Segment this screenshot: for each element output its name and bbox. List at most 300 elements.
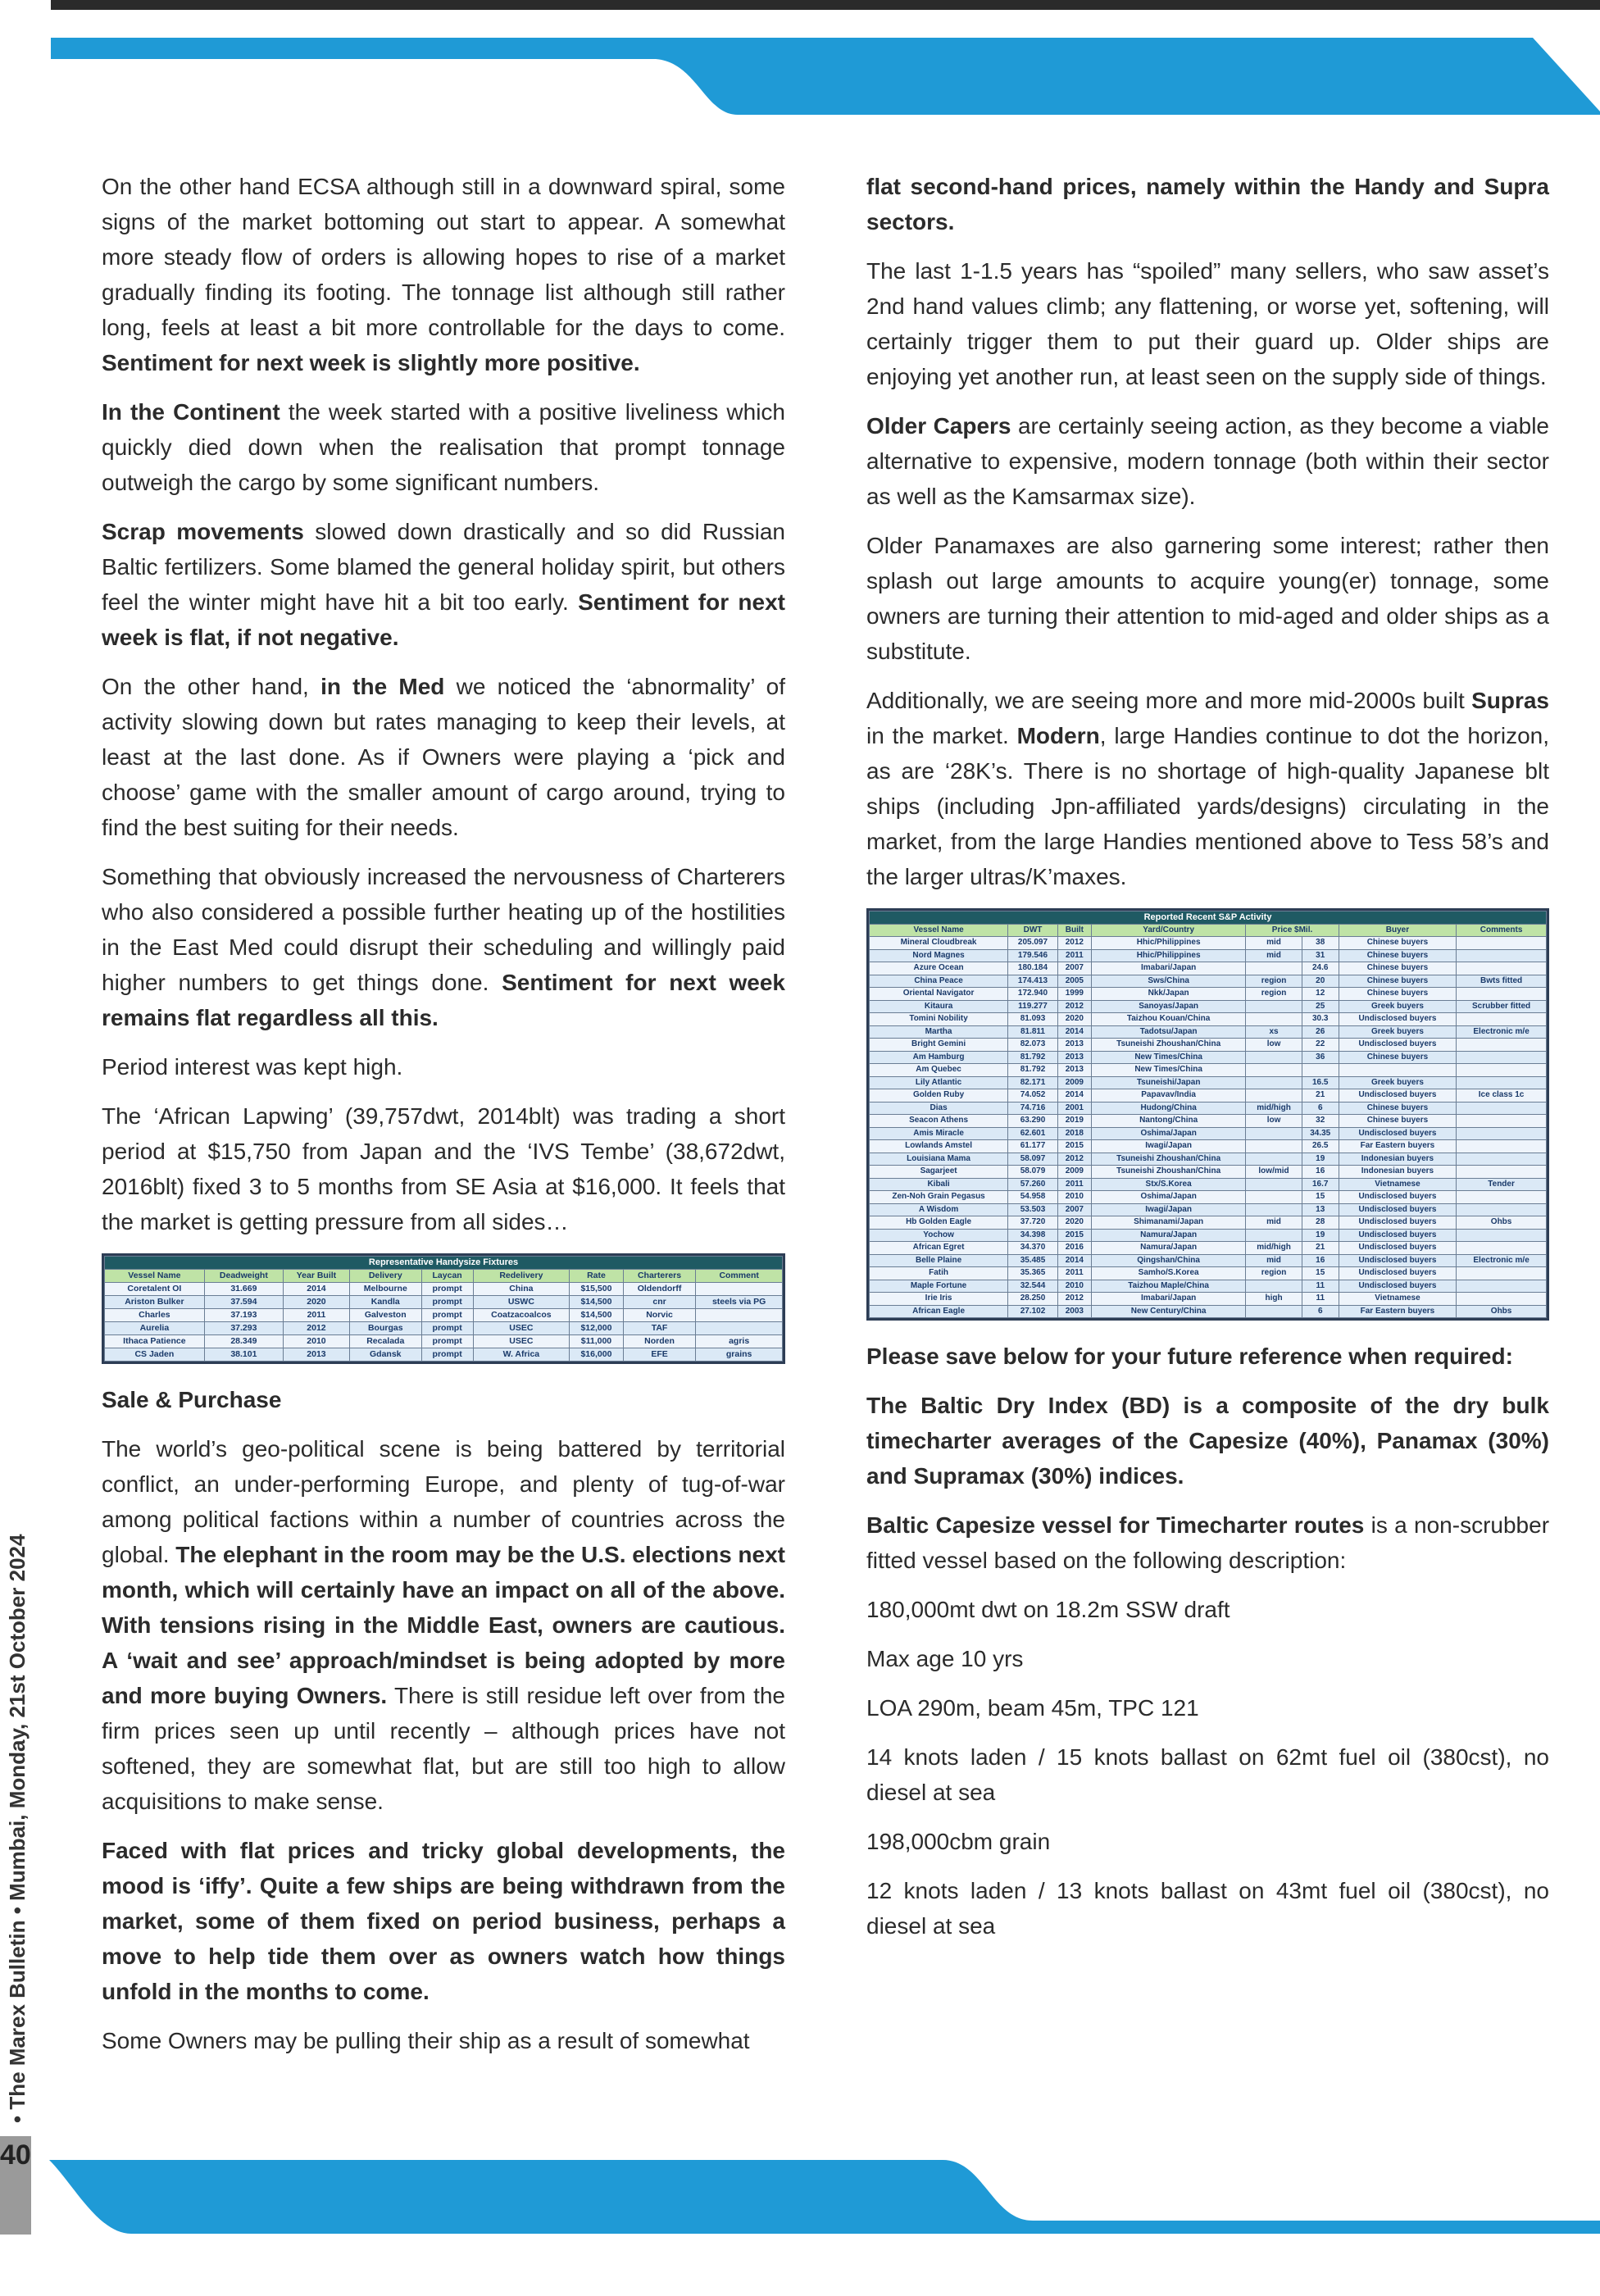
table-cell (1246, 1280, 1302, 1293)
table-cell: 16.5 (1302, 1076, 1339, 1089)
table-cell: prompt (421, 1335, 473, 1348)
table-cell: 1999 (1057, 988, 1091, 1001)
table-cell: 2007 (1057, 1203, 1091, 1216)
table-cell: prompt (421, 1322, 473, 1335)
table-cell: 28.250 (1008, 1293, 1058, 1306)
table-cell: Undisclosed buyers (1339, 1242, 1456, 1255)
table-cell: Chinese buyers (1339, 949, 1456, 962)
table-cell: Bright Gemini (870, 1039, 1008, 1052)
table-cell: 74.052 (1008, 1089, 1058, 1103)
table-cell (1246, 1000, 1302, 1013)
table-cell: Ithaca Patience (105, 1335, 205, 1348)
table-cell: 119.277 (1008, 1000, 1058, 1013)
spec-line: 12 knots laden / 13 knots ballast on 43mt fuel oil (380cst), no diesel at sea (866, 1878, 1549, 1939)
table-cell: 81.792 (1008, 1064, 1058, 1077)
table-cell (1457, 1229, 1547, 1242)
table-cell: 81.811 (1008, 1025, 1058, 1039)
table-cell: Chinese buyers (1339, 962, 1456, 975)
table-cell: Stx/S.Korea (1091, 1178, 1245, 1191)
table-cell (1302, 1064, 1339, 1077)
table-cell (1457, 1280, 1547, 1293)
table-cell: 61.177 (1008, 1140, 1058, 1153)
table-cell: Coretalent OI (105, 1283, 205, 1296)
table-cell: low/mid (1246, 1166, 1302, 1179)
table-cell: Vietnamese (1339, 1178, 1456, 1191)
table-cell: 31.669 (204, 1283, 283, 1296)
table-cell: 2001 (1057, 1102, 1091, 1115)
table-cell (1246, 1051, 1302, 1064)
paragraph-ecsa: On the other hand ECSA although still in a downward spiral, some signs of the market bottoming out start to appear. A somewhat more steady flow of orders is allowing hopes to rise of a market gradually finding its footing. The tonnage list although still rather long, feels at least a bit more controllable for the days to come. Sentiment for next week is slightly more positive. (102, 174, 785, 375)
table-cell: 2020 (284, 1296, 350, 1309)
table-cell: 38 (1302, 937, 1339, 950)
table-row (870, 1039, 1547, 1052)
table-cell: 2016 (1057, 1242, 1091, 1255)
paragraph-save-reference: Please save below for your future reference when required: (866, 1344, 1513, 1369)
table-row (105, 1348, 783, 1362)
table-row (870, 1203, 1547, 1216)
table-cell: Belle Plaine (870, 1254, 1008, 1267)
table-cell (1246, 1203, 1302, 1216)
table-cell: xs (1246, 1025, 1302, 1039)
table-cell: Bwts fitted (1457, 975, 1547, 988)
table-cell: 19 (1302, 1229, 1339, 1242)
table-cell (696, 1309, 783, 1322)
table-cell: Melbourne (349, 1283, 421, 1296)
table-cell: Hhic/Philippines (1091, 937, 1245, 950)
table-cell: 2010 (284, 1335, 350, 1348)
paragraph-continent: In the Continent the week started with a positive liveliness which quickly died down when the realisation that prompt tonnage outweigh the cargo by some significant numbers. (102, 399, 785, 495)
table-cell (1246, 1153, 1302, 1166)
table-cell (1246, 1140, 1302, 1153)
table-cell: Nantong/China (1091, 1115, 1245, 1128)
table-cell: 22 (1302, 1039, 1339, 1052)
table-cell: Undisclosed buyers (1339, 1089, 1456, 1103)
section-heading-sale-purchase: Sale & Purchase (102, 1387, 282, 1412)
table-cell: Chinese buyers (1339, 1115, 1456, 1128)
column-header: Comment (696, 1270, 783, 1283)
table-cell: 2011 (1057, 1178, 1091, 1191)
table-cell: 16 (1302, 1254, 1339, 1267)
table-cell: $12,000 (570, 1322, 624, 1335)
table-cell: Sagarjeet (870, 1166, 1008, 1179)
table-cell: Lowlands Amstel (870, 1140, 1008, 1153)
table-row (870, 1051, 1547, 1064)
table-cell: Tsuneishi Zhoushan/China (1091, 1166, 1245, 1179)
table-cell: TAF (623, 1322, 696, 1335)
table-cell: high (1246, 1293, 1302, 1306)
sp-table-wrap (866, 908, 1549, 1321)
table-cell (1457, 1140, 1547, 1153)
spec-line: 14 knots laden / 15 knots ballast on 62mt fuel oil (380cst), no diesel at sea (866, 1744, 1549, 1805)
table-cell: 37.720 (1008, 1216, 1058, 1230)
table-cell: 20 (1302, 975, 1339, 988)
table-cell (1457, 1102, 1547, 1115)
table-cell: 2014 (284, 1283, 350, 1296)
table-cell: mid (1246, 1216, 1302, 1230)
table-cell (1246, 1229, 1302, 1242)
handysize-fixtures-table (104, 1256, 783, 1362)
table-cell: Azure Ocean (870, 962, 1008, 975)
table-cell: Coatzacoalcos (473, 1309, 570, 1322)
table-cell (696, 1322, 783, 1335)
bulletin-side-caption: • The Marex Bulletin • Mumbai, Monday, 21st October 2024 (5, 1534, 30, 2123)
table-cell: 2019 (1057, 1115, 1091, 1128)
table-cell: Undisclosed buyers (1339, 1191, 1456, 1204)
table-cell: mid (1246, 937, 1302, 950)
table-cell: low (1246, 1115, 1302, 1128)
table-cell: 2012 (1057, 1000, 1091, 1013)
table-cell: Far Eastern buyers (1339, 1140, 1456, 1153)
table-cell: Tsuneishi Zhoushan/China (1091, 1039, 1245, 1052)
table-cell (1457, 988, 1547, 1001)
table-row (870, 949, 1547, 962)
table-cell: W. Africa (473, 1348, 570, 1362)
table-cell: 11 (1302, 1280, 1339, 1293)
table-cell: Charles (105, 1309, 205, 1322)
table-cell: $14,500 (570, 1296, 624, 1309)
table-cell: Undisclosed buyers (1339, 1229, 1456, 1242)
table-cell: region (1246, 1267, 1302, 1280)
right-column (866, 169, 1549, 1957)
table-cell: 82.171 (1008, 1076, 1058, 1089)
handysize-table-wrap (102, 1253, 785, 1364)
table-cell (1246, 1013, 1302, 1026)
table-cell (1457, 1127, 1547, 1140)
paragraph-capesize-description: Baltic Capesize vessel for Timecharter routes is a non-scrubber fitted vessel based on the following description: (866, 1512, 1550, 1573)
table-caption: Representative Handysize Fixtures (105, 1257, 783, 1270)
table-cell: 2011 (1057, 1267, 1091, 1280)
paragraph-scrap: Scrap movements slowed down drastically and so did Russian Baltic fertilizers. Some blamed the general holiday spirit, but others feel the winter might have hit a bit too early. Sentiment for next week is flat, if not negative. (102, 519, 785, 650)
table-row (870, 1166, 1547, 1179)
table-row (870, 937, 1547, 950)
table-cell: 24.6 (1302, 962, 1339, 975)
table-cell (1246, 1127, 1302, 1140)
table-cell (1246, 962, 1302, 975)
table-cell: 2015 (1057, 1229, 1091, 1242)
table-cell: Sanoyas/Japan (1091, 1000, 1245, 1013)
table-cell: Samho/S.Korea (1091, 1267, 1245, 1280)
paragraph-period: Period interest was kept high. (102, 1054, 403, 1080)
table-cell: Imabari/Japan (1091, 962, 1245, 975)
table-cell: mid (1246, 1254, 1302, 1267)
column-header: Deadweight (204, 1270, 283, 1283)
table-caption: Reported Recent S&P Activity (870, 912, 1547, 925)
table-row (870, 1280, 1547, 1293)
table-cell: Gdansk (349, 1348, 421, 1362)
table-cell: Greek buyers (1339, 1025, 1456, 1039)
table-cell: 2014 (1057, 1089, 1091, 1103)
table-cell: Hudong/China (1091, 1102, 1245, 1115)
table-cell: 2018 (1057, 1127, 1091, 1140)
table-cell: 174.413 (1008, 975, 1058, 988)
page-number: 40 (0, 2139, 31, 2171)
column-header: Vessel Name (870, 924, 1008, 937)
table-cell: Bourgas (349, 1322, 421, 1335)
table-cell: Louisiana Mama (870, 1153, 1008, 1166)
spec-line: 180,000mt dwt on 18.2m SSW draft (866, 1597, 1230, 1622)
column-header: Year Built (284, 1270, 350, 1283)
table-cell: Imabari/Japan (1091, 1293, 1245, 1306)
table-cell (1457, 1293, 1547, 1306)
table-row (105, 1309, 783, 1322)
table-cell: Oldendorff (623, 1283, 696, 1296)
table-cell (1246, 1076, 1302, 1089)
table-cell: Taizhou Maple/China (1091, 1280, 1245, 1293)
spec-line: 198,000cbm grain (866, 1829, 1051, 1854)
column-header: Comments (1457, 924, 1547, 937)
table-cell: Seacon Athens (870, 1115, 1008, 1128)
table-cell: Kitaura (870, 1000, 1008, 1013)
table-row (105, 1283, 783, 1296)
table-cell: African Egret (870, 1242, 1008, 1255)
table-row (870, 962, 1547, 975)
table-cell: agris (696, 1335, 783, 1348)
table-cell: China Peace (870, 975, 1008, 988)
table-row (870, 1153, 1547, 1166)
table-cell: Yochow (870, 1229, 1008, 1242)
table-cell: Oshima/Japan (1091, 1191, 1245, 1204)
table-cell: 16 (1302, 1166, 1339, 1179)
table-cell: 13 (1302, 1203, 1339, 1216)
table-cell: 57.260 (1008, 1178, 1058, 1191)
table-cell (1457, 937, 1547, 950)
table-row (870, 1013, 1547, 1026)
table-row (870, 1076, 1547, 1089)
table-cell: 2013 (1057, 1039, 1091, 1052)
paragraph-bdi: The Baltic Dry Index (BD) is a composite of the dry bulk timecharter averages of the Capesize (40%), Panamax (30%) and Supramax (30%) indices. (866, 1393, 1549, 1489)
table-cell: 34.35 (1302, 1127, 1339, 1140)
table-cell: Chinese buyers (1339, 937, 1456, 950)
table-cell: 2011 (1057, 949, 1091, 962)
table-cell: Electronic m/e (1457, 1254, 1547, 1267)
table-cell: Undisclosed buyers (1339, 1280, 1456, 1293)
table-cell: steels via PG (696, 1296, 783, 1309)
table-row (870, 1102, 1547, 1115)
table-row (870, 1064, 1547, 1077)
table-cell: 19 (1302, 1153, 1339, 1166)
table-cell: 2015 (1057, 1140, 1091, 1153)
table-cell: 81.792 (1008, 1051, 1058, 1064)
table-row (870, 988, 1547, 1001)
table-cell: Electronic m/e (1457, 1025, 1547, 1039)
table-row (870, 1025, 1547, 1039)
table-cell (1457, 1013, 1547, 1026)
column-header: Rate (570, 1270, 624, 1283)
table-cell: prompt (421, 1296, 473, 1309)
table-cell: 54.958 (1008, 1191, 1058, 1204)
paragraph-older-panamaxes: Older Panamaxes are also garnering some interest; rather then splash out large amounts to acquire young(er) tonnage, some owners are turning their attention to mid-aged and older ships as a substitute. (866, 533, 1549, 664)
table-cell (1457, 962, 1547, 975)
table-cell: Iwagi/Japan (1091, 1140, 1245, 1153)
table-cell (1457, 1153, 1547, 1166)
table-cell: 2003 (1057, 1305, 1091, 1318)
top-wave-banner (0, 30, 1600, 120)
table-cell: USEC (473, 1335, 570, 1348)
table-cell: Chinese buyers (1339, 988, 1456, 1001)
table-cell: 2020 (1057, 1013, 1091, 1026)
table-cell: Undisclosed buyers (1339, 1216, 1456, 1230)
table-cell: 37.293 (204, 1322, 283, 1335)
table-cell: A Wisdom (870, 1203, 1008, 1216)
spec-line: LOA 290m, beam 45m, TPC 121 (866, 1695, 1199, 1721)
table-cell: 27.102 (1008, 1305, 1058, 1318)
table-cell (1457, 1076, 1547, 1089)
table-cell: Zen-Noh Grain Pegasus (870, 1191, 1008, 1204)
table-row (870, 1115, 1547, 1128)
table-cell: Undisclosed buyers (1339, 1127, 1456, 1140)
table-row (870, 1089, 1547, 1103)
table-cell (1457, 1242, 1547, 1255)
column-header: Buyer (1339, 924, 1456, 937)
table-cell: Namura/Japan (1091, 1242, 1245, 1255)
table-cell: 16.7 (1302, 1178, 1339, 1191)
column-header: Built (1057, 924, 1091, 937)
table-cell: Indonesian buyers (1339, 1166, 1456, 1179)
table-cell: prompt (421, 1348, 473, 1362)
table-row (105, 1335, 783, 1348)
table-cell: $15,500 (570, 1283, 624, 1296)
table-cell: 25 (1302, 1000, 1339, 1013)
table-cell: 63.290 (1008, 1115, 1058, 1128)
table-cell: Tender (1457, 1178, 1547, 1191)
table-cell: USEC (473, 1322, 570, 1335)
table-cell: Oriental Navigator (870, 988, 1008, 1001)
left-column (102, 169, 785, 2072)
paragraph-fixtures: The ‘African Lapwing’ (39,757dwt, 2014blt) was trading a short period at $15,750 from Japan and the ‘IVS Tembe’ (38,672dwt, 2016blt) fixed 3 to 5 months from SE Asia at $16,000. It feels that the market is getting pressure from all sides… (102, 1103, 785, 1234)
table-cell: 30.3 (1302, 1013, 1339, 1026)
table-cell (1457, 1203, 1547, 1216)
table-cell (1457, 1267, 1547, 1280)
table-cell: 2009 (1057, 1076, 1091, 1089)
spec-line: Max age 10 yrs (866, 1646, 1024, 1671)
table-cell: 12 (1302, 988, 1339, 1001)
table-cell: 38.101 (204, 1348, 283, 1362)
table-cell: Maple Fortune (870, 1280, 1008, 1293)
table-cell: 81.093 (1008, 1013, 1058, 1026)
table-cell: Lily Atlantic (870, 1076, 1008, 1089)
table-row (870, 1127, 1547, 1140)
table-row (870, 1267, 1547, 1280)
table-row (870, 1229, 1547, 1242)
table-cell: Martha (870, 1025, 1008, 1039)
table-cell: Chinese buyers (1339, 1102, 1456, 1115)
table-cell: region (1246, 975, 1302, 988)
table-cell: 2013 (284, 1348, 350, 1362)
table-cell: 36 (1302, 1051, 1339, 1064)
table-cell: Qingshan/China (1091, 1254, 1245, 1267)
table-cell: Tsuneishi/Japan (1091, 1076, 1245, 1089)
paragraph-geopolitics: The world’s geo-political scene is being battered by territorial conflict, an under-performing Europe, and plenty of tug-of-war among political factions within a number of countries across the global. The elephant in the room may be the U.S. elections next month, which will certainly have an impact on all of the above. With tensions rising in the Middle East, owners are cautious. A ‘wait and see’ approach/mindset is being adopted by more and more buying Owners. There is still residue left over from the firm prices seen up until recently – although prices have not softened, they are somewhat flat, but are still too high to allow acquisitions to make sense. (102, 1436, 786, 1814)
table-cell: Hb Golden Eagle (870, 1216, 1008, 1230)
table-cell: Irie Iris (870, 1293, 1008, 1306)
table-cell: New Times/China (1091, 1064, 1245, 1077)
table-cell (1457, 1064, 1547, 1077)
table-cell: mid/high (1246, 1242, 1302, 1255)
table-cell: Far Eastern buyers (1339, 1305, 1456, 1318)
table-cell: Am Hamburg (870, 1051, 1008, 1064)
table-cell: Undisclosed buyers (1339, 1254, 1456, 1267)
table-cell: Nkk/Japan (1091, 988, 1245, 1001)
table-cell: Norvic (623, 1309, 696, 1322)
table-cell: 2010 (1057, 1191, 1091, 1204)
column-header: Charterers (623, 1270, 696, 1283)
table-cell: Undisclosed buyers (1339, 1203, 1456, 1216)
table-row (870, 1216, 1547, 1230)
sp-activity-table (869, 911, 1547, 1318)
table-cell: New Times/China (1091, 1051, 1245, 1064)
table-cell: low (1246, 1039, 1302, 1052)
table-cell: $11,000 (570, 1335, 624, 1348)
table-cell: 205.097 (1008, 937, 1058, 950)
table-cell: Amis Miracle (870, 1127, 1008, 1140)
table-cell: 172.940 (1008, 988, 1058, 1001)
table-cell: 2012 (1057, 937, 1091, 950)
table-cell: 53.503 (1008, 1203, 1058, 1216)
table-cell: mid/high (1246, 1102, 1302, 1115)
column-header: Price $Mil. (1246, 924, 1339, 937)
table-cell: Ice class 1c (1457, 1089, 1547, 1103)
paragraph-owners-pulling: Some Owners may be pulling their ship as a result of somewhat (102, 2028, 750, 2053)
table-cell: Ohbs (1457, 1216, 1547, 1230)
table-cell: 2020 (1057, 1216, 1091, 1230)
table-cell (1246, 1089, 1302, 1103)
table-cell: Recalada (349, 1335, 421, 1348)
table-cell: USWC (473, 1296, 570, 1309)
table-row (870, 1293, 1547, 1306)
table-cell: CS Jaden (105, 1348, 205, 1362)
table-cell: 62.601 (1008, 1127, 1058, 1140)
column-header: Delivery (349, 1270, 421, 1283)
table-cell: Taizhou Kouan/China (1091, 1013, 1245, 1026)
table-cell: mid (1246, 949, 1302, 962)
table-cell: 2010 (1057, 1280, 1091, 1293)
table-cell: China (473, 1283, 570, 1296)
table-row (105, 1296, 783, 1309)
table-cell: Mineral Cloudbreak (870, 937, 1008, 950)
table-cell: region (1246, 988, 1302, 1001)
table-cell: prompt (421, 1309, 473, 1322)
column-header: Yard/Country (1091, 924, 1245, 937)
table-cell (1246, 1191, 1302, 1204)
table-row (870, 1305, 1547, 1318)
table-cell (1457, 1166, 1547, 1179)
table-cell: African Eagle (870, 1305, 1008, 1318)
column-header: Laycan (421, 1270, 473, 1283)
table-cell: 2012 (284, 1322, 350, 1335)
table-cell: 35.365 (1008, 1267, 1058, 1280)
table-cell: 37.594 (204, 1296, 283, 1309)
table-cell (1246, 1305, 1302, 1318)
table-cell: 26 (1302, 1025, 1339, 1039)
paragraph-supras: Additionally, we are seeing more and more mid-2000s built Supras in the market. Modern, large Handies continue to dot the horizon, as are ‘28K’s. There is no shortage of high-quality Japanese blt ships (including Jpn-affiliated yards/designs) circulating in the market, from the large Handies mentioned above to Tess 58’s and the larger ultras/K’maxes. (866, 688, 1550, 889)
table-cell: 26.5 (1302, 1140, 1339, 1153)
table-row (870, 1000, 1547, 1013)
table-cell: Hhic/Philippines (1091, 949, 1245, 962)
table-row (870, 1242, 1547, 1255)
table-cell: Fatih (870, 1267, 1008, 1280)
table-cell: 2005 (1057, 975, 1091, 988)
column-header: Vessel Name (105, 1270, 205, 1283)
table-cell: 15 (1302, 1267, 1339, 1280)
table-cell: 37.193 (204, 1309, 283, 1322)
table-cell: 31 (1302, 949, 1339, 962)
paragraph-med: On the other hand, in the Med we noticed the ‘abnormality’ of activity slowing down but rates managing to keep their levels, at least at the last done. As if Owners were playing a ‘pick and choose’ game with the smaller amount of cargo around, trying to find the best suiting for their needs. (102, 674, 785, 840)
table-cell (1457, 1039, 1547, 1052)
table-cell (696, 1283, 783, 1296)
table-cell: 6 (1302, 1102, 1339, 1115)
table-cell: 2012 (1057, 1293, 1091, 1306)
table-cell: 180.184 (1008, 962, 1058, 975)
